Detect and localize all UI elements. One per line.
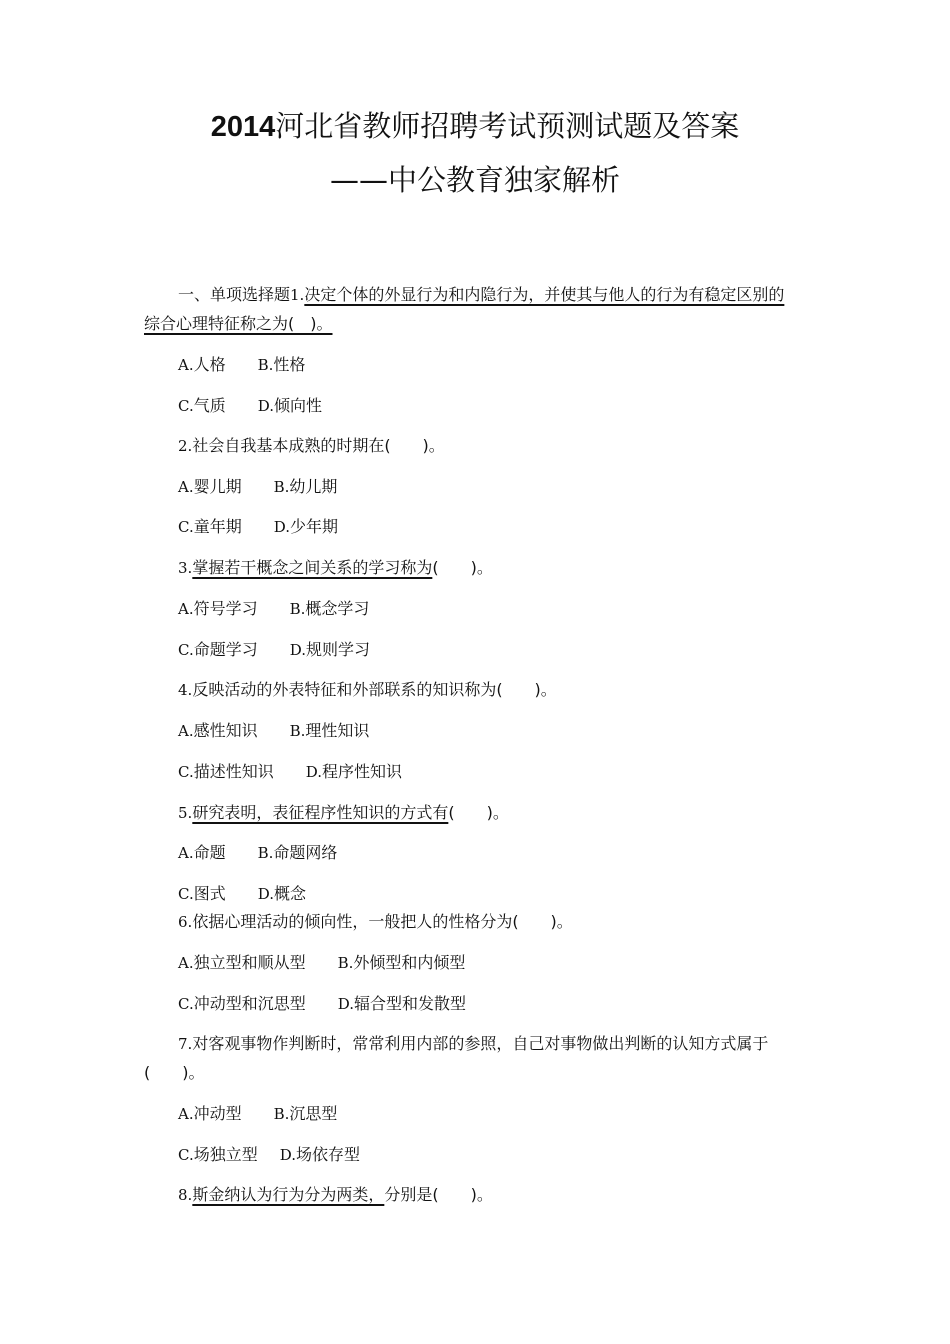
- question-3-options-ab: A.符号学习 B.概念学习: [178, 599, 370, 618]
- question-4-stem: 4.反映活动的外表特征和外部联系的知识称为( )。: [178, 680, 557, 699]
- option-d: 程序性知识: [322, 762, 403, 781]
- option-b: 外倾型和内倾型: [353, 953, 466, 972]
- option-b: 命题网络: [273, 843, 338, 862]
- question-3-options-cd: C.命题学习 D.规则学习: [178, 640, 371, 659]
- question-5-stem: 5.研究表明，表征程序性知识的方式有( )。: [178, 803, 509, 822]
- question-5-options-cd: C.图式 D.概念: [178, 884, 307, 903]
- question-2-options-ab: A.婴儿期 B.幼儿期: [178, 477, 338, 496]
- option-c: 图式: [193, 884, 226, 903]
- option-b: 幼儿期: [289, 477, 338, 496]
- option-b: 概念学习: [305, 599, 370, 618]
- option-a: 符号学习: [193, 599, 258, 618]
- question-4-options-ab: A.感性知识 B.理性知识: [178, 721, 370, 740]
- question-1-line-1: [178, 284, 784, 306]
- question-7-stem-cont: ( )。: [144, 1063, 205, 1082]
- option-d: 少年期: [290, 517, 339, 536]
- option-b: 性格: [273, 355, 306, 374]
- question-1-options-ab: A.人格 B.性格: [178, 355, 306, 374]
- question-8-stem: 8.斯金纳认为行为分为两类，分别是( )。: [178, 1185, 493, 1204]
- document-title: [0, 108, 950, 145]
- option-c: 场独立型: [193, 1145, 258, 1164]
- option-a: 人格: [193, 355, 226, 374]
- option-a: 独立型和顺从型: [193, 953, 306, 972]
- option-b: 沉思型: [289, 1104, 338, 1123]
- option-d: 辐合型和发散型: [354, 994, 467, 1013]
- option-c: 描述性知识: [193, 762, 274, 781]
- option-c: 童年期: [193, 517, 242, 536]
- option-a: 冲动型: [193, 1104, 242, 1123]
- option-a: 婴儿期: [193, 477, 242, 496]
- question-2-options-cd: C.童年期 D.少年期: [178, 517, 339, 536]
- question-2-stem: 2.社会自我基本成熟的时期在( )。: [178, 436, 445, 455]
- question-6-options-ab: A.独立型和顺从型 B.外倾型和内倾型: [178, 953, 466, 972]
- question-7-options-ab: A.冲动型 B.沉思型: [178, 1104, 338, 1123]
- option-d: 场依存型: [296, 1145, 361, 1164]
- question-7-stem: 7.对客观事物作判断时，常常利用内部的参照，自己对事物做出判断的认知方式属于: [178, 1034, 769, 1053]
- option-a: 命题: [193, 843, 226, 862]
- question-7-options-cd: C.场独立型 D.场依存型: [178, 1145, 361, 1164]
- question-1-line-2: [144, 313, 333, 335]
- option-c: 命题学习: [193, 640, 258, 659]
- question-1-options-cd: C.气质 D.倾向性: [178, 396, 323, 415]
- option-d: 倾向性: [274, 396, 323, 415]
- question-6-options-cd: C.冲动型和沉思型 D.辐合型和发散型: [178, 994, 467, 1013]
- question-4-options-cd: C.描述性知识 D.程序性知识: [178, 762, 403, 781]
- document-subtitle: ——中公教育独家解析: [329, 163, 620, 197]
- option-a: 感性知识: [193, 721, 258, 740]
- option-c: 冲动型和沉思型: [193, 994, 306, 1013]
- question-1-stem: 决定个体的外显行为和内隐行为，并使其与他人的行为有稳定区别的: [304, 285, 785, 304]
- option-c: 气质: [193, 396, 226, 415]
- title-main: 河北省教师招聘考试预测试题及答案: [275, 109, 740, 143]
- question-6-stem: 6.依据心理活动的倾向性，一般把人的性格分为( )。: [178, 912, 573, 931]
- section-heading: 一、单项选择题: [178, 285, 291, 304]
- question-3-stem: 3.掌握若干概念之间关系的学习称为( )。: [178, 558, 493, 577]
- title-year: 2014: [210, 111, 276, 143]
- question-5-options-ab: A.命题 B.命题网络: [178, 843, 338, 862]
- question-1-number: 1.: [290, 286, 305, 304]
- option-b: 理性知识: [305, 721, 370, 740]
- question-1-stem-cont: 综合心理特征称之为( )。: [144, 314, 333, 333]
- option-d: 概念: [274, 884, 307, 903]
- option-d: 规则学习: [306, 640, 371, 659]
